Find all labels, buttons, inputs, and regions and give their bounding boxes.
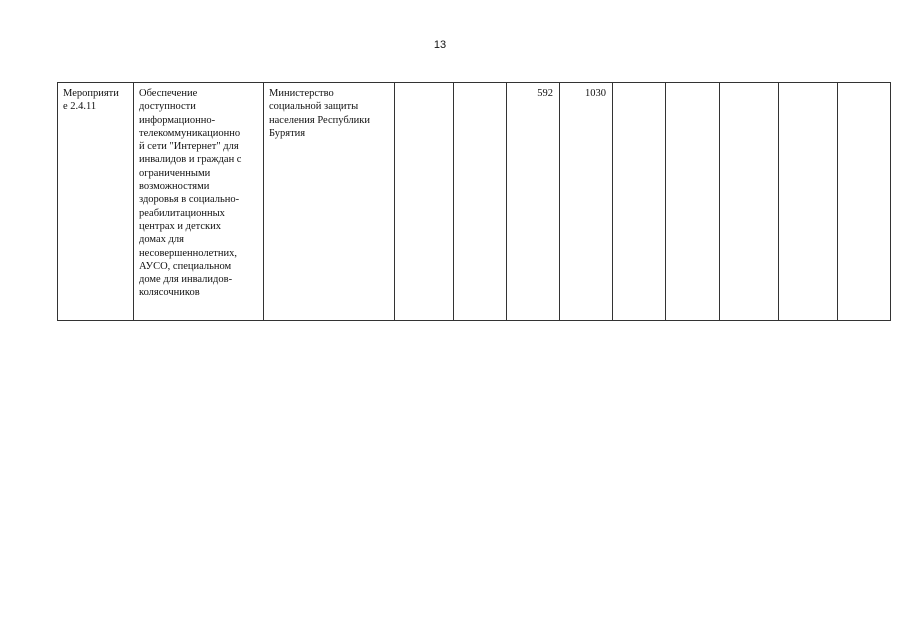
description-line: возможностями xyxy=(139,181,210,193)
value-cell-8 xyxy=(613,83,666,321)
measure-cell xyxy=(58,83,134,321)
description-line: АУСО, специальном xyxy=(139,260,232,272)
measure-line: е 2.4.11 xyxy=(63,101,97,113)
program-table xyxy=(57,82,891,321)
page-number: 13 xyxy=(433,39,447,51)
description-line: домах для xyxy=(139,234,184,246)
value-cell-6: 592 xyxy=(507,83,560,321)
value-cell-4 xyxy=(395,83,454,321)
executor-line: Бурятия xyxy=(269,127,306,139)
value-cell-5 xyxy=(454,83,507,321)
executor-cell xyxy=(264,83,395,321)
value-cell-10 xyxy=(720,83,779,321)
description-line: й сети "Интернет" для xyxy=(139,141,239,153)
measure-line: Мероприяти xyxy=(63,88,119,99)
description-cell xyxy=(134,83,264,321)
description-line: колясочников xyxy=(139,287,200,299)
table-row xyxy=(58,83,891,321)
description-line: ограниченными xyxy=(139,167,211,179)
value-cell-11 xyxy=(779,83,838,321)
description-line: Обеспечение xyxy=(139,88,198,99)
description-line: телекоммуникационно xyxy=(139,127,241,139)
executor-line: населения Республики xyxy=(269,114,370,126)
executor-line: Министерство xyxy=(269,88,334,99)
description-line: несовершеннолетних, xyxy=(139,247,237,259)
description-line: здоровья в социально- xyxy=(139,194,240,206)
value-cell-9 xyxy=(666,83,720,321)
description-line: доступности xyxy=(139,101,196,113)
executor-line: социальной защиты xyxy=(269,101,359,113)
description-line: доме для инвалидов- xyxy=(139,274,233,286)
value-cell-7: 1030 xyxy=(560,83,613,321)
description-line: центрах и детских xyxy=(139,220,221,232)
description-line: информационно- xyxy=(139,114,216,126)
description-line: инвалидов и граждан с xyxy=(139,154,242,166)
description-line: реабилитационных xyxy=(139,207,225,219)
value-cell-12 xyxy=(838,83,891,321)
